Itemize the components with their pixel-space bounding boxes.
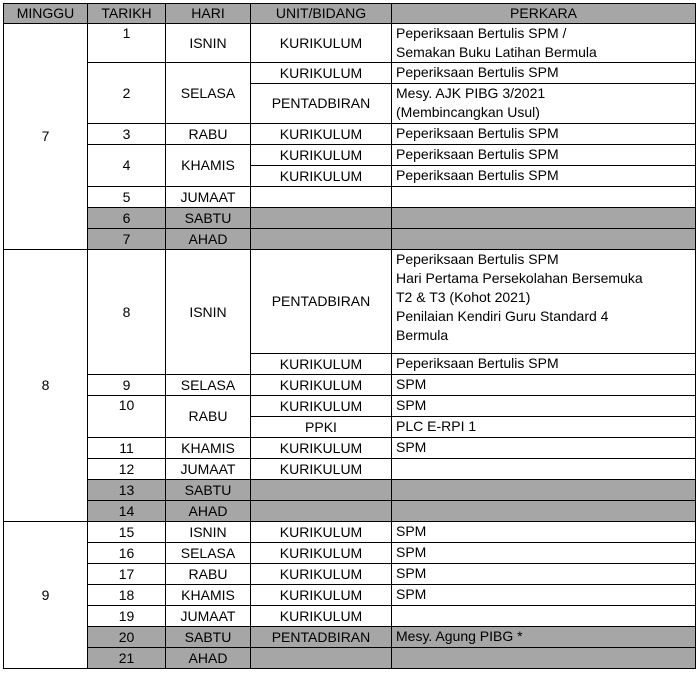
tarikh-cell: 3 (88, 124, 166, 145)
unit-cell: KURIKULUM (251, 124, 392, 145)
table-row (4, 250, 696, 354)
unit-cell (251, 648, 392, 669)
perkara-cell (392, 63, 696, 84)
table-row (4, 24, 696, 63)
unit-cell: KURIKULUM (251, 63, 392, 84)
perkara-cell (392, 438, 696, 459)
perkara-cell (392, 501, 696, 522)
tarikh-cell: 4 (88, 145, 166, 187)
perkara-line: T2 & T3 (Kohot 2021) (396, 289, 531, 305)
perkara-line: SPM (396, 565, 427, 581)
perkara-cell (392, 124, 696, 145)
unit-cell: KURIKULUM (251, 606, 392, 627)
hari-cell: SABTU (166, 208, 251, 229)
unit-cell: KURIKULUM (251, 522, 392, 543)
perkara-cell (392, 24, 696, 63)
tarikh-cell: 10 (88, 396, 166, 438)
perkara-line: SPM (396, 544, 427, 560)
unit-cell (251, 480, 392, 501)
hari-cell: SABTU (166, 627, 251, 648)
hari-cell: JUMAAT (166, 187, 251, 208)
table-row (4, 229, 696, 250)
unit-cell (251, 501, 392, 522)
perkara-line: SPM (396, 586, 427, 602)
table-row (4, 396, 696, 417)
perkara-line: Mesy. Agung PIBG * (396, 628, 523, 644)
perkara-cell (392, 459, 696, 480)
perkara-line: SPM (396, 376, 427, 392)
table-row (4, 522, 696, 543)
perkara-line: SPM (396, 523, 427, 539)
perkara-line: SPM (396, 397, 427, 413)
perkara-line: PLC E-RPI 1 (396, 418, 477, 434)
unit-cell: KURIKULUM (251, 438, 392, 459)
hari-cell: SELASA (166, 543, 251, 564)
header-row (4, 4, 696, 24)
table-row (4, 63, 696, 84)
unit-cell: PENTADBIRAN (251, 84, 392, 124)
perkara-line: Peperiksaan Bertulis SPM (396, 251, 559, 267)
table-row (4, 145, 696, 166)
perkara-cell (392, 627, 696, 648)
perkara-cell (392, 585, 696, 606)
perkara-line: Peperiksaan Bertulis SPM / (396, 25, 567, 41)
table-row (4, 459, 696, 480)
unit-cell: KURIKULUM (251, 396, 392, 417)
unit-cell: KURIKULUM (251, 585, 392, 606)
perkara-cell (392, 648, 696, 669)
tarikh-cell: 14 (88, 501, 166, 522)
header-tarikh: TARIKH (88, 4, 166, 24)
unit-cell: KURIKULUM (251, 459, 392, 480)
perkara-line: Mesy. AJK PIBG 3/2021 (396, 85, 546, 101)
tarikh-cell: 5 (88, 187, 166, 208)
unit-cell: KURIKULUM (251, 564, 392, 585)
unit-cell: PENTADBIRAN (251, 627, 392, 648)
unit-cell: KURIKULUM (251, 354, 392, 375)
table-row (4, 627, 696, 648)
tarikh-cell: 13 (88, 480, 166, 501)
table-row (4, 438, 696, 459)
perkara-cell (392, 522, 696, 543)
perkara-line: SPM (396, 439, 427, 455)
table-row (4, 648, 696, 669)
minggu-cell: 9 (4, 522, 88, 669)
perkara-line: Bermula (396, 327, 449, 343)
minggu-cell: 8 (4, 250, 88, 522)
perkara-cell (392, 396, 696, 417)
perkara-cell (392, 84, 696, 124)
unit-cell: PPKI (251, 417, 392, 438)
unit-cell: KURIKULUM (251, 24, 392, 63)
schedule-body (4, 24, 696, 669)
perkara-cell (392, 250, 696, 354)
hari-cell: KHAMIS (166, 145, 251, 187)
perkara-cell (392, 187, 696, 208)
tarikh-cell: 2 (88, 63, 166, 124)
perkara-line: Penilaian Kendiri Guru Standard 4 (396, 308, 609, 324)
hari-cell: SELASA (166, 63, 251, 124)
perkara-line: Hari Pertama Persekolahan Bersemuka (396, 270, 643, 286)
perkara-line: Semakan Buku Latihan Bermula (396, 44, 597, 60)
tarikh-cell: 7 (88, 229, 166, 250)
hari-cell: JUMAAT (166, 606, 251, 627)
table-row (4, 124, 696, 145)
unit-cell: KURIKULUM (251, 375, 392, 396)
tarikh-cell: 6 (88, 208, 166, 229)
hari-cell: AHAD (166, 229, 251, 250)
hari-cell: AHAD (166, 648, 251, 669)
hari-cell: ISNIN (166, 522, 251, 543)
schedule-table (3, 3, 696, 669)
perkara-line: Peperiksaan Bertulis SPM (396, 146, 559, 162)
unit-cell (251, 229, 392, 250)
table-row (4, 543, 696, 564)
unit-cell: KURIKULUM (251, 145, 392, 166)
unit-cell (251, 187, 392, 208)
tarikh-cell: 16 (88, 543, 166, 564)
tarikh-cell: 18 (88, 585, 166, 606)
perkara-line: Peperiksaan Bertulis SPM (396, 64, 559, 80)
unit-cell: PENTADBIRAN (251, 250, 392, 354)
perkara-line: Peperiksaan Bertulis SPM (396, 355, 559, 371)
hari-cell: SELASA (166, 375, 251, 396)
perkara-cell (392, 145, 696, 166)
hari-cell: JUMAAT (166, 459, 251, 480)
tarikh-cell: 20 (88, 627, 166, 648)
table-row (4, 564, 696, 585)
unit-cell: KURIKULUM (251, 543, 392, 564)
unit-cell: KURIKULUM (251, 166, 392, 187)
tarikh-cell: 11 (88, 438, 166, 459)
perkara-cell (392, 208, 696, 229)
perkara-cell (392, 606, 696, 627)
hari-cell: RABU (166, 124, 251, 145)
tarikh-cell: 19 (88, 606, 166, 627)
header-perkara: PERKARA (392, 4, 696, 24)
tarikh-cell: 1 (88, 24, 166, 63)
hari-cell: ISNIN (166, 250, 251, 375)
tarikh-cell: 21 (88, 648, 166, 669)
tarikh-cell: 12 (88, 459, 166, 480)
tarikh-cell: 17 (88, 564, 166, 585)
tarikh-cell: 8 (88, 250, 166, 375)
perkara-cell (392, 564, 696, 585)
perkara-line: Peperiksaan Bertulis SPM (396, 167, 559, 183)
perkara-cell (392, 166, 696, 187)
hari-cell: AHAD (166, 501, 251, 522)
header-unit: UNIT/BIDANG (251, 4, 392, 24)
minggu-cell: 7 (4, 24, 88, 250)
tarikh-cell: 9 (88, 375, 166, 396)
perkara-cell (392, 229, 696, 250)
table-row (4, 501, 696, 522)
hari-cell: ISNIN (166, 24, 251, 63)
header-minggu: MINGGU (4, 4, 88, 24)
perkara-cell (392, 480, 696, 501)
perkara-line: Peperiksaan Bertulis SPM (396, 125, 559, 141)
table-row (4, 606, 696, 627)
table-row (4, 375, 696, 396)
perkara-cell (392, 354, 696, 375)
table-row (4, 480, 696, 501)
tarikh-cell: 15 (88, 522, 166, 543)
perkara-line: (Membincangkan Usul) (396, 104, 540, 120)
unit-cell (251, 208, 392, 229)
table-row (4, 585, 696, 606)
hari-cell: RABU (166, 564, 251, 585)
perkara-cell (392, 375, 696, 396)
hari-cell: SABTU (166, 480, 251, 501)
header-hari: HARI (166, 4, 251, 24)
perkara-cell (392, 417, 696, 438)
perkara-cell (392, 543, 696, 564)
hari-cell: KHAMIS (166, 585, 251, 606)
table-row (4, 208, 696, 229)
hari-cell: KHAMIS (166, 438, 251, 459)
table-row (4, 187, 696, 208)
hari-cell: RABU (166, 396, 251, 438)
